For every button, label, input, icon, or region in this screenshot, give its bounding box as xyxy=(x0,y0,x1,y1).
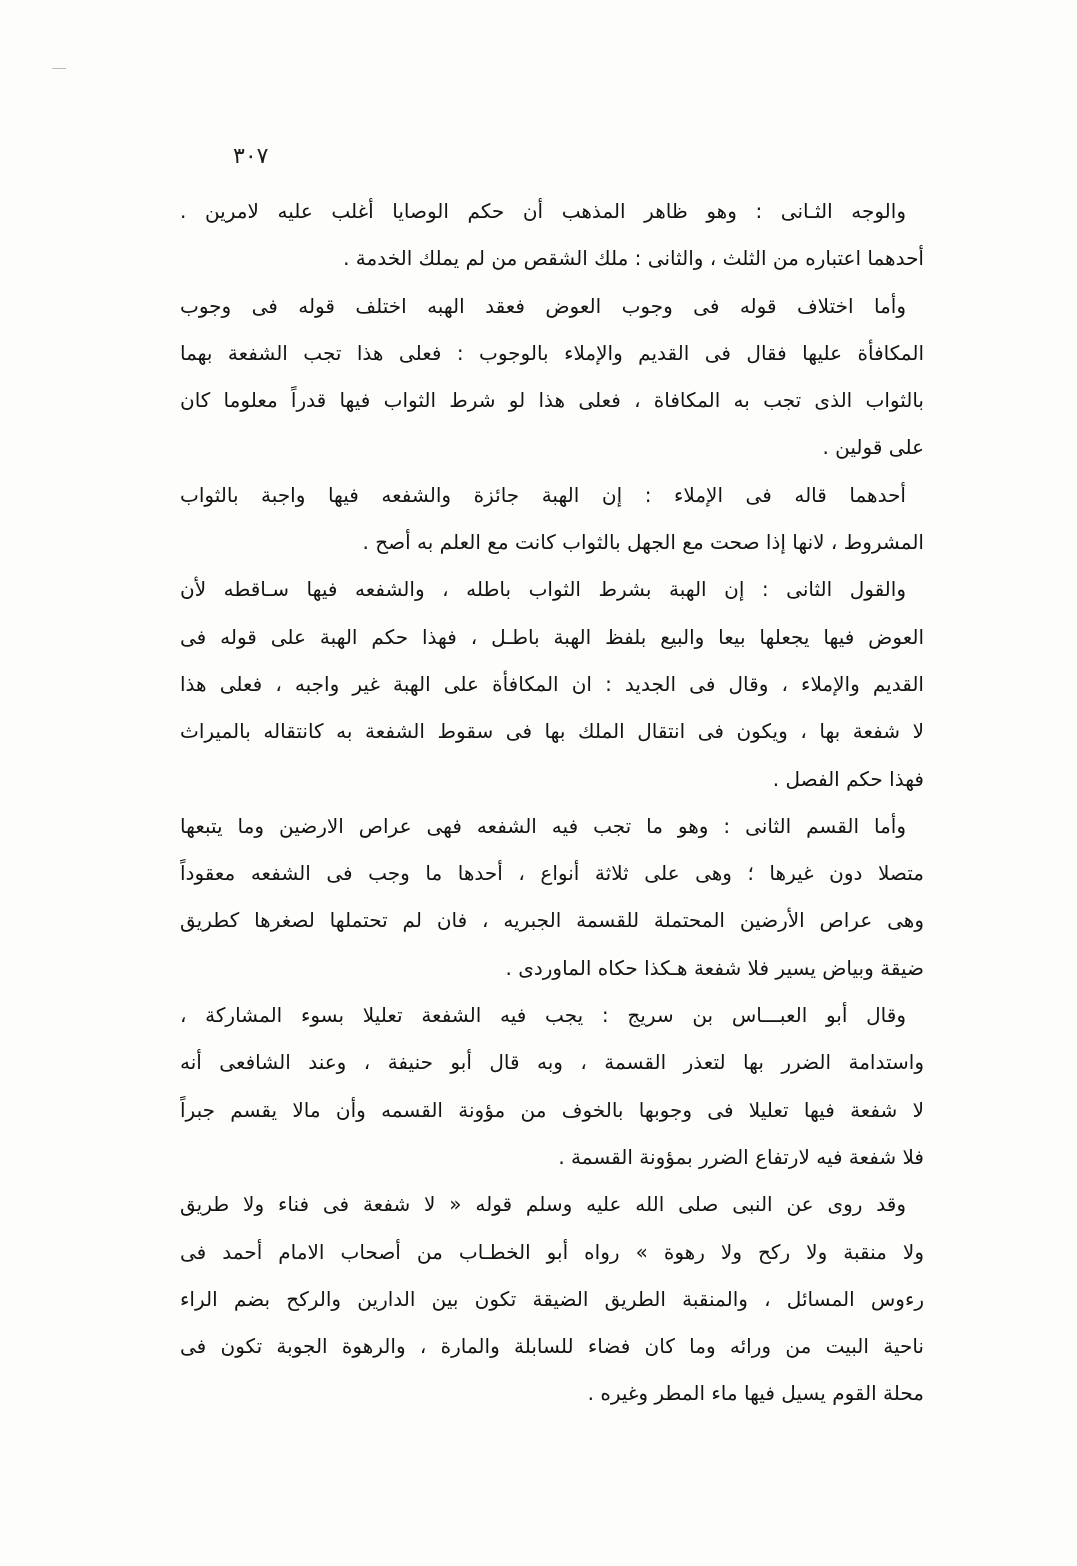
text-line: بالثواب الذى تجب به المكافاة ، فعلى هذا لو شرط الثواب فيها قدراً معلوما كان xyxy=(180,388,924,413)
text-line: أحدهما اعتباره من الثلث ، والثانى : ملك الشقص من لم يملك الخدمة . xyxy=(343,246,924,271)
text-line: محلة القوم يسيل فيها ماء المطر وغيره . xyxy=(587,1381,924,1406)
text-line: ولا منقبة ولا ركح ولا رهوة » رواه أبو الخطـاب من أصحاب الامام أحمد فى xyxy=(180,1239,924,1264)
text-line: ضيقة وبياض يسير فلا شفعة هـكذا حكاه الماوردى . xyxy=(505,955,924,980)
text-line: واستدامة الضرر بها لتعذر القسمة ، وبه قال أبو حنيفة ، وعند الشافعى أنه xyxy=(180,1050,924,1075)
text-line: وقد روى عن النبى صلى الله عليه وسلم قوله « لا شفعة فى فناء ولا طريق xyxy=(180,1192,906,1217)
text-line: رءوس المسائل ، والمنقبة الطريق الضيقة تكون بين الدارين والركح بضم الراء xyxy=(180,1286,924,1311)
text-line: العوض فيها يجعلها بيعا والبيع بلفظ الهبة باطـل ، فهذا حكم الهبة على قوله فى xyxy=(180,624,924,649)
body-text xyxy=(180,188,924,1418)
text-line: لا شفعة فيها تعليلا فى وجوبها بالخوف من مؤونة القسمه وأن مالا يقسم جبراً xyxy=(180,1097,924,1122)
text-line: أحدهما قاله فى الإملاء : إن الهبة جائزة والشفعه فيها واجبة بالثواب xyxy=(180,482,906,507)
text-line: المشروط ، لانها إذا صحت مع الجهل بالثواب كانت مع العلم به أصح . xyxy=(362,530,924,555)
text-line: ناحية البيت من ورائه وما كان فضاء للسابلة والمارة ، والرهوة الجوبة تكون فى xyxy=(180,1334,924,1359)
text-line: لا شفعة بها ، ويكون فى انتقال الملك بها فى سقوط الشفعة به كانتقاله بالميراث xyxy=(180,719,924,744)
text-line: والقول الثانى : إن الهبة بشرط الثواب باطله ، والشفعه فيها سـاقطه لأن xyxy=(180,577,906,602)
text-line: على قولين . xyxy=(822,435,924,460)
text-line: وقال أبو العبـــاس بن سريج : يجب فيه الشفعة تعليلا بسوء المشاركة ، xyxy=(180,1003,906,1028)
text-line: وأما القسم الثانى : وهو ما تجب فيه الشفعه فهى عراص الارضين وما يتبعها xyxy=(180,813,906,838)
text-line: فهذا حكم الفصل . xyxy=(772,766,924,791)
text-line: القديم والإملاء ، وقال فى الجديد : ان المكافأة على الهبة غير واجبه ، فعلى هذا xyxy=(180,671,924,696)
scan-mark xyxy=(52,68,66,69)
text-line: وهى عراص الأرضين المحتملة للقسمة الجبريه ، فان لم تحتملها لصغرها كطريق xyxy=(180,908,924,933)
text-line: المكافأة عليها فقال فى القديم والإملاء بالوجوب : فعلى هذا تجب الشفعة بهما xyxy=(180,340,924,365)
text-line: متصلا دون غيرها ؛ وهى على ثلاثة أنواع ، أحدها ما وجب فى الشفعه معقوداً xyxy=(180,861,924,886)
page-number: ٣٠٧ xyxy=(233,144,269,169)
text-line: وأما اختلاف قوله فى وجوب العوض فعقد الهبه اختلف قوله فى وجوب xyxy=(180,293,906,318)
text-line: فلا شفعة فيه لارتفاع الضرر بمؤونة القسمة . xyxy=(558,1144,924,1169)
text-line: والوجه الثـانى : وهو ظاهر المذهب أن حكم الوصايا أغلب عليه لامرين . xyxy=(180,199,906,223)
